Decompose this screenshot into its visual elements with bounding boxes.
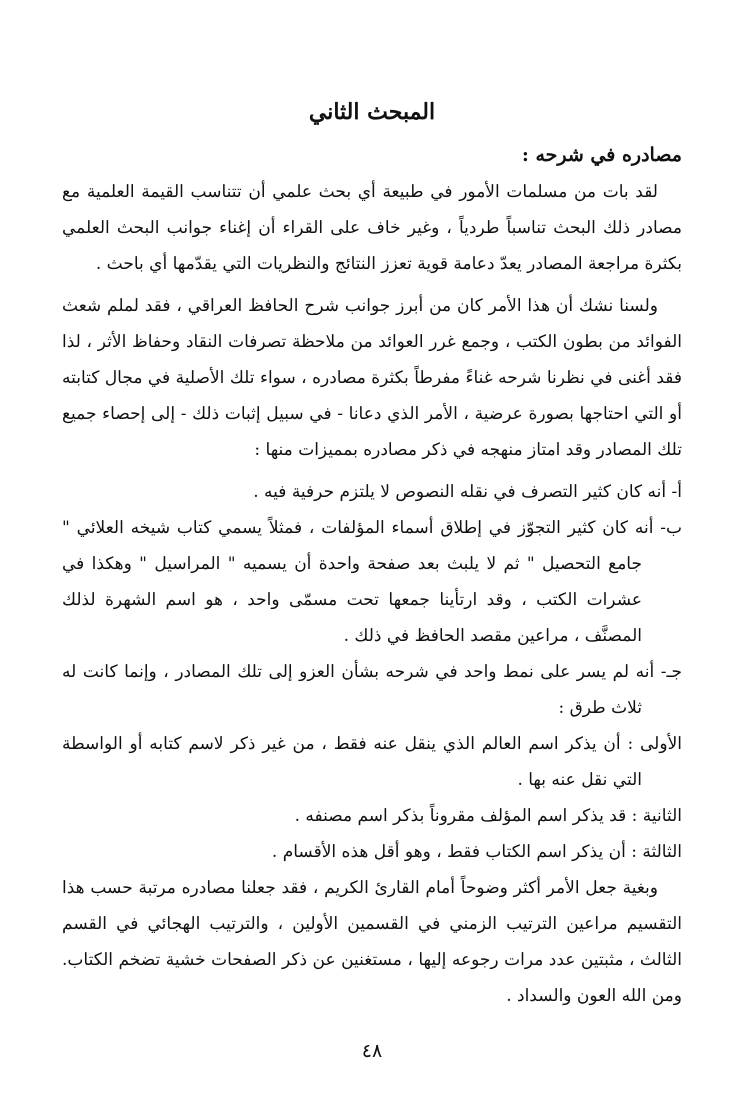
- feature-item-c: جـ- أنه لم يسر على نمط واحد في شرحه بشأن العزو إلى تلك المصادر ، وإنما كانت له ثلاث طرق :: [62, 662, 682, 718]
- page-number: ٤٨: [361, 1040, 383, 1062]
- method-first: الأولى : أن يذكر اسم العالم الذي ينقل عنه فقط ، من غير ذكر لاسم كتابه أو الواسطة التي نقل عنه بها .: [62, 734, 682, 790]
- section-heading: المبحث الثاني: [308, 99, 436, 125]
- feature-item-a: أ- أنه كان كثير التصرف في نقله النصوص لا يلتزم حرفية فيه .: [253, 482, 682, 502]
- paragraph-intro: لقد بات من مسلمات الأمور في طبيعة أي بحث علمي أن تتناسب القيمة العلمية مع مصادر ذلك البحث تناسباً طردياً ، وغير خاف على القراء أن إغناء جوانب البحث العلمي بكثرة مراجعة المصادر يعدّ دعامة قوية تعزز النتائج والنظريات التي يقدّمها أي باحث .: [62, 182, 682, 274]
- method-second: الثانية : قد يذكر اسم المؤلف مقروناً بذكر اسم مصنفه .: [294, 806, 682, 826]
- section-subheading: مصادره في شرحه :: [521, 144, 682, 166]
- method-third: الثالثة : أن يذكر اسم الكتاب فقط ، وهو أقل هذه الأقسام .: [271, 842, 682, 862]
- paragraph-closing: وبغية جعل الأمر أكثر وضوحاً أمام القارئ الكريم ، فقد جعلنا مصادره مرتبة حسب هذا التقسيم مراعين الترتيب الزمني في القسمين الأولين ، والترتيب الهجائي في القسم الثالث ، مثبتين عدد مرات رجوعه إليها ، مستغنين عن ذكر الصفحات خشية تضخم الكتاب. ومن الله العون والسداد .: [62, 878, 682, 1006]
- paragraph-sources: ولسنا نشك أن هذا الأمر كان من أبرز جوانب شرح الحافظ العراقي ، فقد لملم شعث الفوائد من بطون الكتب ، وجمع غرر العوائد من ملاحظة تصرفات النقاد وحفاظ الأثر ، لذا فقد أغنى في نظرنا شرحه غناءً مفرطاً بكثرة مصادره ، سواء تلك الأصلية في مجال كتابته أو التي احتاجها بصورة عرضية ، الأمر الذي دعانا - في سبيل إثبات ذلك - إلى إحصاء جميع تلك المصادر وقد امتاز منهجه في ذكر مصادره بمميزات منها :: [62, 296, 682, 460]
- feature-item-b: ب- أنه كان كثير التجوّز في إطلاق أسماء المؤلفات ، فمثلاً يسمي كتاب شيخه العلائي " جامع التحصيل " ثم لا يلبث بعد صفحة واحدة أن يسميه " المراسيل " وهكذا في عشرات الكتب ، وقد ارتأينا جمعها تحت مسمّى واحد ، هو اسم الشهرة لذلك المصنَّف ، مراعين مقصد الحافظ في ذلك .: [62, 518, 682, 646]
- page-body: [62, 92, 682, 1020]
